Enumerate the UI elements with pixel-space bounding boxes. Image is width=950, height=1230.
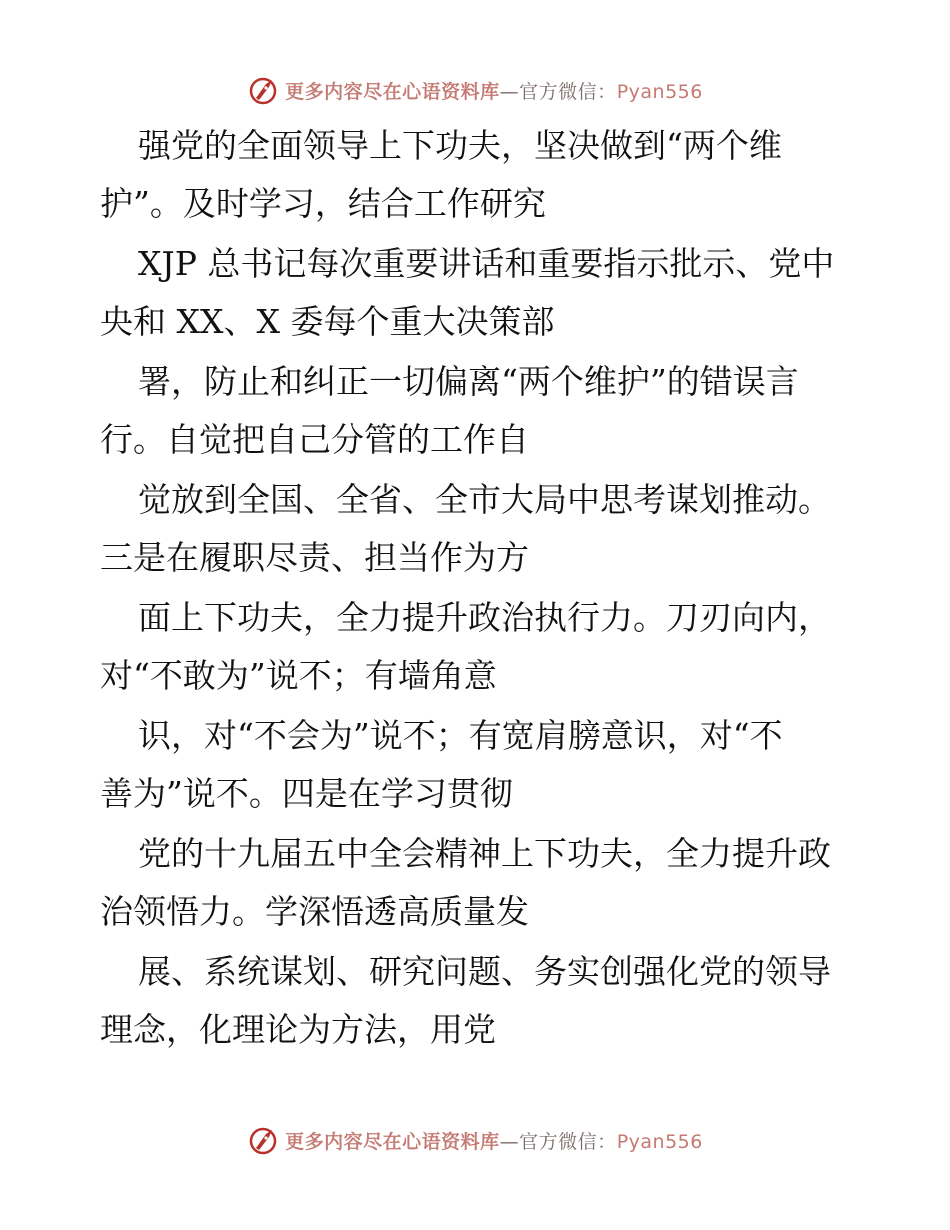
text-line: 央和 XX、X 委每个重大决策部 bbox=[100, 302, 555, 341]
banner-text bbox=[285, 77, 703, 104]
wechat-id: Pyan556 bbox=[616, 1130, 703, 1153]
banner-dash: — bbox=[499, 80, 520, 103]
text-line: 觉放到全国、全省、全市大局中思考谋划推动。 bbox=[138, 480, 831, 519]
text-line: 对“不敢为”说不；有墙角意 bbox=[100, 656, 497, 695]
text-line: XJP 总书记每次重要讲话和重要指示批示、党中 bbox=[138, 244, 835, 283]
wechat-label: 官方微信： bbox=[519, 1130, 617, 1153]
text-line: 署，防止和纠正一切偏离“两个维护”的错误言 bbox=[138, 362, 799, 401]
text-line: 行。自觉把自己分管的工作自 bbox=[100, 420, 529, 459]
footer-banner bbox=[0, 1120, 950, 1160]
site-name: 更多内容尽在心语资料库 bbox=[285, 80, 500, 103]
text-line: 强党的全面领导上下功夫，坚决做到“两个维 bbox=[138, 126, 782, 165]
text-line: 治领悟力。学深悟透高质量发 bbox=[100, 892, 529, 931]
text-line: 三是在履职尽责、担当作为方 bbox=[100, 538, 529, 577]
text-line: 理念，化理论为方法，用党 bbox=[100, 1010, 496, 1049]
site-name: 更多内容尽在心语资料库 bbox=[285, 1130, 500, 1153]
wechat-label: 官方微信： bbox=[519, 80, 617, 103]
pen-nib-logo-icon bbox=[247, 74, 279, 106]
banner-dash: — bbox=[499, 1130, 520, 1153]
text-line: 识，对“不会为”说不；有宽肩膀意识，对“不 bbox=[138, 716, 783, 755]
wechat-id: Pyan556 bbox=[616, 80, 703, 103]
text-line: 面上下功夫，全力提升政治执行力。刀刃向内， bbox=[138, 598, 831, 637]
text-line: 善为”说不。四是在学习贯彻 bbox=[100, 774, 513, 813]
pen-nib-logo-icon bbox=[247, 1124, 279, 1156]
header-banner bbox=[0, 70, 950, 110]
text-line: 护”。及时学习，结合工作研究 bbox=[100, 184, 546, 223]
banner-text bbox=[285, 1127, 703, 1154]
text-line: 展、系统谋划、研究问题、务实创强化党的领导 bbox=[138, 952, 831, 991]
text-line: 党的十九届五中全会精神上下功夫，全力提升政 bbox=[138, 834, 831, 873]
